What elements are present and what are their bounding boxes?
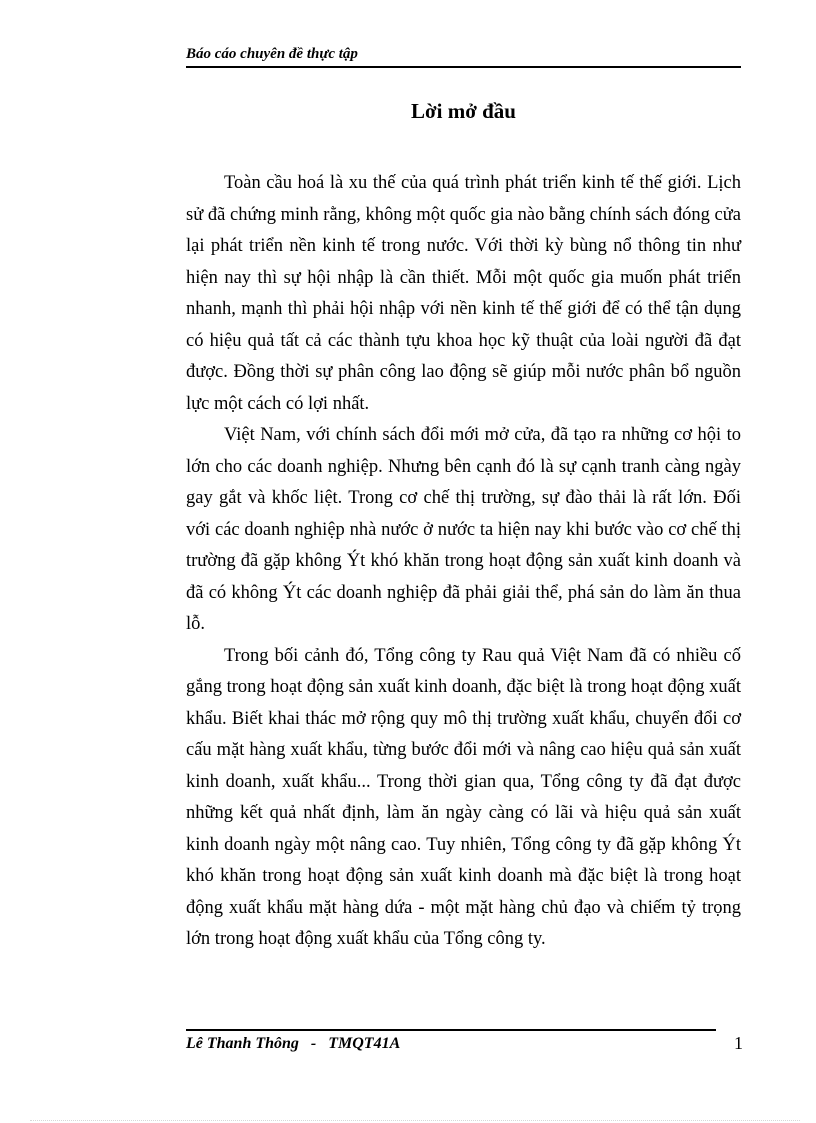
paragraph-2: Việt Nam, với chính sách đổi mới mở cửa, đã tạo ra những cơ hội to lớn cho các doanh nghiệp. Nhưng bên cạnh đó là sự cạnh tranh càng ngày gay gắt và khốc liệt. Trong cơ chế thị trường, sự đào thải là rất lớn. Đối với các doanh nghiệp nhà nước ở nước ta hiện nay khi bước vào cơ chế thị trường đã gặp không Ýt khó khăn trong hoạt động sản xuất kinh doanh và đã có không Ýt các doanh nghiệp đã phải giải thể, phá sản do làm ăn thua lỗ.: [186, 425, 741, 634]
page-number: 1: [734, 1033, 743, 1053]
paragraph-1: Toàn cầu hoá là xu thế của quá trình phát triển kinh tế thế giới. Lịch sử đã chứng minh rằng, không một quốc gia nào bằng chính sách đóng cửa lại phát triển nền kinh tế trong nước. Với thời kỳ bùng nổ thông tin như hiện nay thì sự hội nhập là cần thiết. Mỗi một quốc gia muốn phát triển nhanh, mạnh thì phải hội nhập với nền kinh tế thế giới để có thể tận dụng có hiệu quả tất cả các thành tựu khoa học kỹ thuật của loài người đã đạt được. Đồng thời sự phân công lao động sẽ giúp mỗi nước phân bổ nguồn lực một cách có lợi nhất.: [186, 173, 741, 414]
page-bottom-border: [30, 1120, 800, 1121]
header-divider: [186, 66, 741, 68]
footer-author: Lê Thanh Thông - TMQT41A: [186, 1035, 401, 1052]
running-header: Báo cáo chuyên đề thực tập: [186, 46, 358, 62]
paragraph-3: Trong bối cảnh đó, Tổng công ty Rau quả Việt Nam đã có nhiều cố gắng trong hoạt động sản xuất kinh doanh, đặc biệt là trong hoạt động xuất khẩu. Biết khai thác mở rộng quy mô thị trường xuất khẩu, chuyển đổi cơ cấu mặt hàng xuất khẩu, từng bước đổi mới và nâng cao hiệu quả sản xuất kinh doanh, xuất khẩu... Trong thời gian qua, Tổng công ty đã đạt được những kết quả nhất định, làm ăn ngày càng có lãi và hiệu quả sản xuất kinh doanh ngày một nâng cao. Tuy nhiên, Tổng công ty đã gặp không Ýt khó khăn trong hoạt động sản xuất kinh doanh mà đặc biệt là trong hoạt động xuất khẩu mặt hàng dứa - một mặt hàng chủ đạo và chiếm tỷ trọng lớn trong hoạt động xuất khẩu của Tổng công ty.: [186, 645, 741, 949]
page-title: Lời mở đầu: [411, 99, 516, 123]
footer-divider: [186, 1029, 716, 1031]
document-body: [186, 168, 741, 956]
